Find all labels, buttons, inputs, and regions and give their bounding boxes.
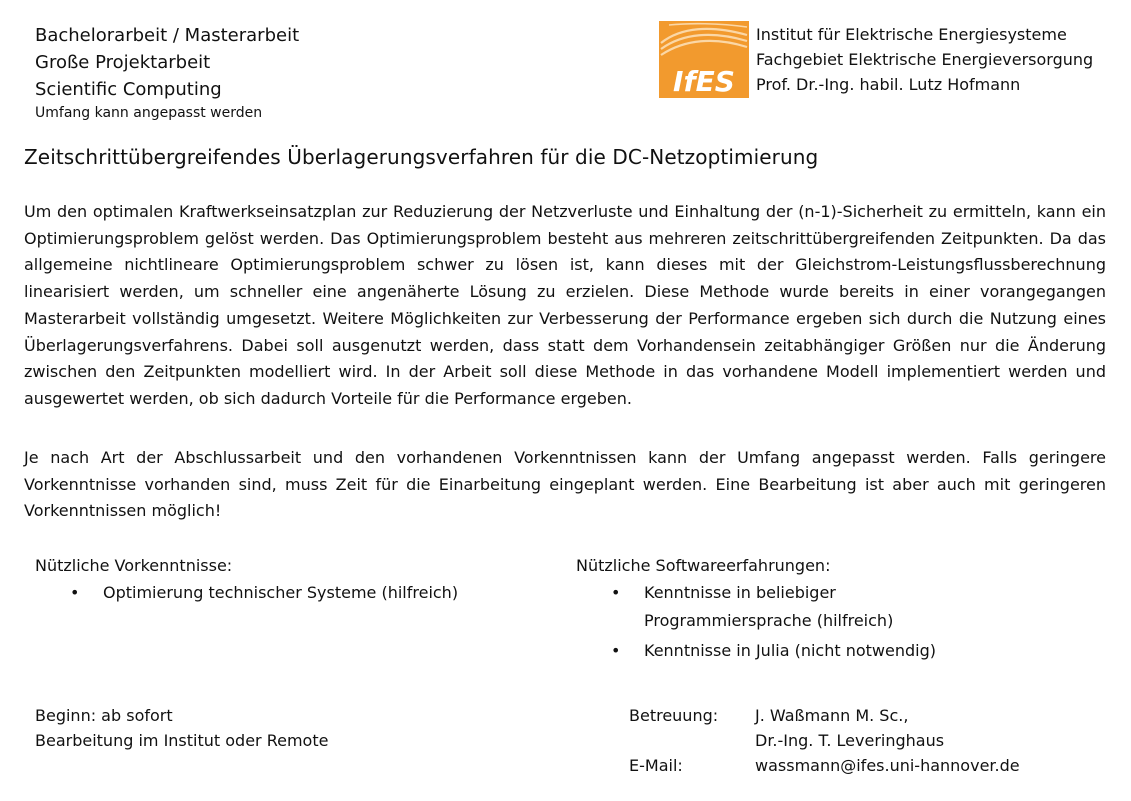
supervisor-2: Dr.-Ing. T. Leveringhaus [755, 731, 945, 750]
computing-type: Scientific Computing [35, 79, 222, 100]
software-list [611, 579, 1004, 665]
description-paragraph: Um den optimalen Kraftwerkseinsatzplan zur Reduzierung der Netzverluste und Einhaltung der (n-1)-Sicherheit zu ermitteln, kann ein Optimierungsproblem gelöst werden. Das Optimierungsproblem besteht aus mehreren zeitschrittübergreifenden Zeitpunkten. Da das allgemeine nichtlineare Optimierungsproblem schwer zu lösen ist, kann dieses mit der Gleichstrom-Leistungsflussberechnung linearisiert werden, um schneller eine angenäherte Lösung zu erzielen. Diese Methode wurde bereits in einer vorangegangen Masterarbeit vollständig umgesetzt. Weitere Möglichkeiten zur Verbesserung der Performance ergeben sich durch die Nutzung eines Überlagerungsverfahrens. Dabei soll ausgenutzt werden, dass statt dem Vorhandensein zeitabhängiger Größen nur die Änderung zwischen den Zeitpunkten modelliert wird. In der Arbeit soll diese Methode in das vorhandene Modell implementiert werden und ausgewertet werden, ob sich dadurch Vorteile für die Performance ergeben. [24, 202, 1106, 408]
page-title: Zeitschrittübergreifendes Überlagerungsverfahren für die DC-Netzoptimierung [24, 145, 819, 169]
institute-name: Institut für Elektrische Energiesysteme [756, 25, 1067, 44]
scope-note: Umfang kann angepasst werden [35, 105, 263, 121]
project-type: Große Projektarbeit [35, 52, 211, 73]
email-link[interactable]: wassmann@ifes.uni-hannover.de [755, 756, 1020, 775]
header-thesis-info [35, 22, 299, 123]
list-item-text: Kenntnisse in Julia (nicht notwendig) [644, 641, 936, 660]
department-name: Fachgebiet Elektrische Energieversorgung [756, 50, 1094, 69]
list-item-text: Kenntnisse in beliebiger Programmiersprache (hilfreich) [644, 583, 894, 630]
email-label: E-Mail: [629, 756, 683, 775]
bullet-icon: • [611, 583, 621, 602]
professor-name: Prof. Dr.-Ing. habil. Lutz Hofmann [756, 75, 1021, 94]
prerequisites-title: Nützliche Vorkenntnisse: [35, 556, 233, 575]
list-item [611, 637, 1004, 665]
footer-contact-info [629, 703, 1020, 778]
software-section [576, 556, 1004, 665]
supervisor-1: J. Waßmann M. Sc., [755, 706, 909, 725]
logo-text: IfES [673, 65, 735, 98]
scope-paragraph: Je nach Art der Abschlussarbeit und den vorhandenen Vorkenntnissen kann der Umfang angepasst werden. Falls geringere Vorkenntnisse vorhanden sind, muss Zeit für die Einarbeitung eingeplant werden. Eine Bearbeitung ist aber auch mit geringeren Vorkenntnissen möglich! [24, 448, 1106, 521]
prerequisites-list [70, 579, 459, 607]
list-item [611, 579, 1004, 635]
bullet-icon: • [70, 583, 80, 602]
prerequisites-section [35, 556, 458, 607]
header-institute-info [756, 22, 1093, 97]
thesis-type: Bachelorarbeit / Masterarbeit [35, 25, 300, 46]
list-item [70, 579, 459, 607]
work-location: Bearbeitung im Institut oder Remote [35, 731, 329, 750]
ifes-logo [659, 21, 749, 98]
footer-start-info [35, 703, 328, 753]
list-item-text: Optimierung technischer Systeme (hilfreich) [103, 583, 459, 602]
supervision-label: Betreuung: [629, 706, 719, 725]
bullet-icon: • [611, 641, 621, 660]
software-title: Nützliche Softwareerfahrungen: [576, 556, 831, 575]
start-date: Beginn: ab sofort [35, 706, 173, 725]
